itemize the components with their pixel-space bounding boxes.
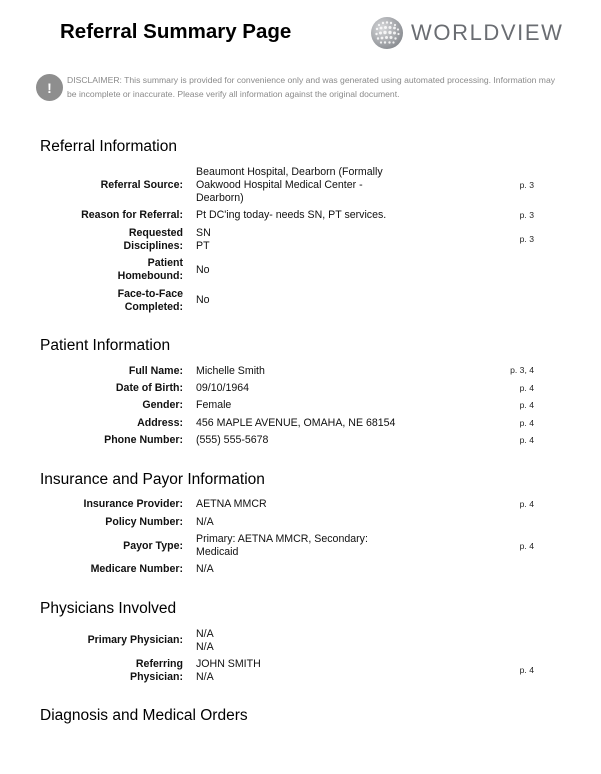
- value-phone-number: (555) 555-5678: [196, 434, 269, 446]
- label-patient-homebound-1: Patient: [147, 257, 183, 269]
- label-referring-physician-1: Referring: [135, 658, 183, 670]
- value-insurance-provider: AETNA MMCR: [196, 498, 267, 510]
- label-address: Address:: [137, 417, 183, 429]
- page-ref-requested-disciplines: p. 3: [519, 234, 534, 244]
- value-patient-homebound: No: [196, 264, 210, 276]
- value-full-name: Michelle Smith: [196, 365, 265, 377]
- label-medicare-number: Medicare Number:: [90, 563, 183, 575]
- section-title-referral: Referral Information: [40, 138, 177, 155]
- label-requested-disciplines-1: Requested: [128, 227, 183, 239]
- page-ref-gender: p. 4: [519, 400, 534, 410]
- section-title-diagnosis: Diagnosis and Medical Orders: [40, 707, 248, 724]
- label-insurance-provider: Insurance Provider:: [83, 498, 183, 510]
- page-ref-full-name: p. 3, 4: [510, 365, 534, 375]
- logo-text: WORLDVIEW: [411, 20, 564, 45]
- label-gender: Gender:: [142, 399, 183, 411]
- label-payor-type: Payor Type:: [123, 540, 183, 552]
- value-referring-physician-2: N/A: [196, 671, 214, 683]
- section-title-insurance: Insurance and Payor Information: [40, 471, 265, 488]
- disclaimer: [36, 73, 564, 101]
- value-discipline-pt: PT: [196, 240, 210, 252]
- value-date-of-birth: 09/10/1964: [196, 382, 250, 394]
- label-policy-number: Policy Number:: [105, 516, 183, 528]
- value-primary-physician-1: N/A: [196, 628, 214, 640]
- value-policy-number: N/A: [196, 516, 214, 528]
- page-ref-referring-physician: p. 4: [519, 665, 534, 675]
- page-ref-insurance-provider: p. 4: [519, 499, 534, 509]
- label-referring-physician-2: Physician:: [130, 671, 183, 683]
- label-date-of-birth: Date of Birth:: [115, 382, 183, 394]
- page-title: Referral Summary Page: [60, 20, 292, 43]
- label-reason-referral: Reason for Referral:: [81, 209, 183, 221]
- value-primary-physician-2: N/A: [196, 641, 214, 653]
- value-discipline-sn: SN: [196, 227, 211, 239]
- page-ref-address: p. 4: [519, 418, 534, 428]
- value-reason-referral: Pt DC'ing today- needs SN, PT services.: [196, 209, 387, 221]
- page-ref-phone-number: p. 4: [519, 435, 534, 445]
- exclamation-icon: !: [36, 74, 63, 101]
- page-ref-payor-type: p. 4: [519, 541, 534, 551]
- section-title-physicians: Physicians Involved: [40, 600, 177, 617]
- label-face-to-face-1: Face-to-Face: [117, 288, 183, 300]
- value-gender: Female: [196, 399, 232, 411]
- value-face-to-face: No: [196, 294, 210, 306]
- page-ref-date-of-birth: p. 4: [519, 383, 534, 393]
- label-referral-source: Referral Source:: [100, 179, 183, 191]
- value-medicare-number: N/A: [196, 563, 214, 575]
- value-payor-type: Primary: AETNA MMCR, Secondary: Medicaid: [196, 533, 368, 558]
- section-title-patient: Patient Information: [40, 337, 171, 354]
- sphere-logo-icon: [370, 16, 404, 50]
- page-ref-referral-source: p. 3: [519, 180, 534, 190]
- label-requested-disciplines-2: Disciplines:: [123, 240, 183, 252]
- value-referral-source: Beaumont Hospital, Dearborn (Formally Oakwood Hospital Medical Center - Dearborn): [196, 166, 383, 204]
- label-face-to-face-2: Completed:: [124, 301, 183, 313]
- page-ref-reason-referral: p. 3: [519, 210, 534, 220]
- worldview-logo: [370, 16, 564, 50]
- label-phone-number: Phone Number:: [104, 434, 183, 446]
- value-referring-physician-1: JOHN SMITH: [196, 658, 261, 670]
- label-full-name: Full Name:: [128, 365, 183, 377]
- label-primary-physician: Primary Physician:: [87, 634, 183, 646]
- label-patient-homebound-2: Homebound:: [117, 270, 183, 282]
- disclaimer-text: DISCLAIMER: This summary is provided for convenience only and was generated using automated processing. Information may be incomplete or inaccurate. Please verify all information against the original document.: [67, 75, 556, 99]
- value-address: 456 MAPLE AVENUE, OMAHA, NE 68154: [196, 417, 396, 429]
